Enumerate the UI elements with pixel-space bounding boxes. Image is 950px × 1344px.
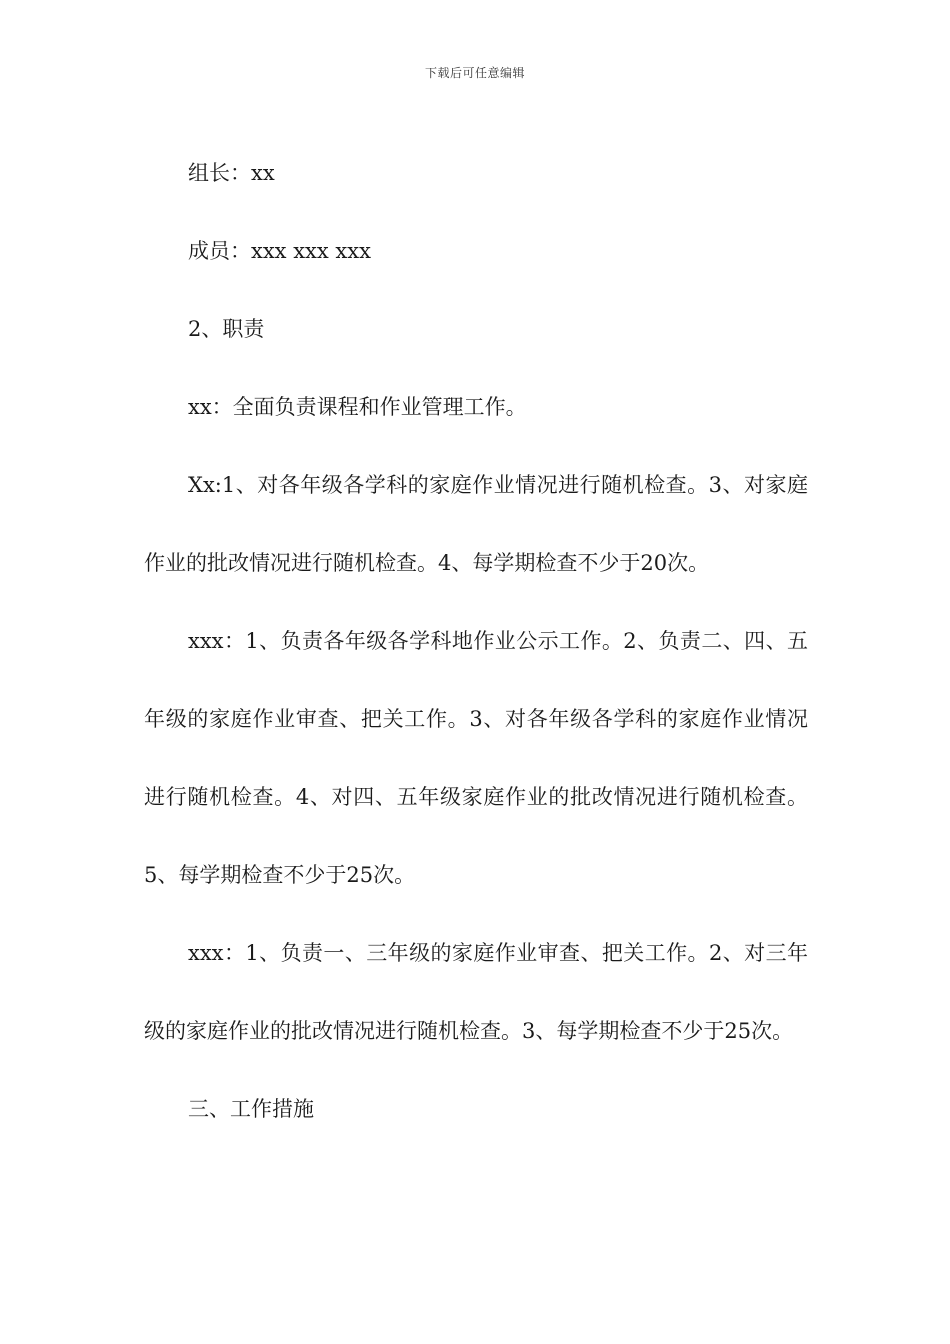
members-line: 成员：xxx xxx xxx	[188, 239, 371, 263]
duty-paragraph-xxx-2: xxx：1、负责一、三年级的家庭作业审查、把关工作。2、对三年级的家庭作业的批改情况进行随机检查。3、每学期检查不少于25次。	[144, 941, 808, 1043]
group-leader-line: 组长：xx	[188, 161, 275, 185]
duty-paragraph-xx: Xx:1、对各年级各学科的家庭作业情况进行随机检查。3、对家庭作业的批改情况进行随机检查。4、每学期检查不少于20次。	[144, 473, 808, 575]
document-body	[144, 134, 808, 1148]
section-heading-measures: 三、工作措施	[188, 1097, 314, 1121]
page-header: 下载后可任意编辑	[424, 66, 525, 80]
duty-paragraph-leader: xx：全面负责课程和作业管理工作。	[188, 395, 527, 419]
section-heading-duties: 2、职责	[188, 317, 265, 341]
duty-paragraph-xxx-1: xxx：1、负责各年级各学科地作业公示工作。2、负责二、四、五年级的家庭作业审查、把关工作。3、对各年级各学科的家庭作业情况进行随机检查。4、对四、五年级家庭作业的批改情况进行随机检查。5、每学期检查不少于25次。	[144, 629, 808, 887]
